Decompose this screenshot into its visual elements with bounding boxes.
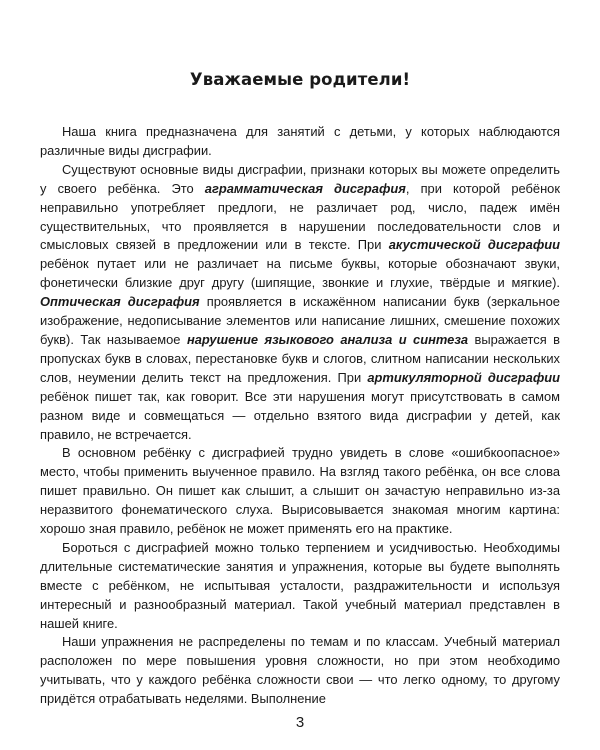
- text-run: ребёнок пишет так, как говорит. Все эти нарушения могут присутствовать в самом разном виде и совмещаться — отдельно взятого вида дисграфии у детей, как правило, не встречается.: [40, 388, 560, 442]
- text-run: проявляется в искажённом написании букв (зеркальное изображение, недописывание элементов или написание лишних, смешение похожих букв). Так называемое: [40, 294, 560, 347]
- paragraph: [40, 161, 560, 445]
- text-run: выражается в пропусках букв в словах, перестановке букв и слогов, слитном написании нескольких слов, неумении делить текст на предложения. При: [40, 331, 560, 385]
- text-run: Существуют основные виды дисграфии, признаки которых вы можете определить у своего ребёнка. Это: [40, 161, 560, 196]
- term-emphasis: нарушение языкового анализа и синтеза: [186, 331, 469, 347]
- paragraph: [40, 123, 560, 161]
- paragraph: [40, 633, 560, 709]
- paragraph: [40, 444, 560, 539]
- page-number: 3: [295, 714, 305, 731]
- text-run: В основном ребёнку с дисграфией трудно увидеть в слове «ошибкоопасное» место, чтобы применить выученное правило. На взгляд такого ребёнка, он все слова пишет правильно. Он пишет как слышит, а слышит он зачастую неправильно из-за неразвитого фонематического слуха. Вырисовывается знакомая многим картина: хорошо зная правило, ребёнок не может применять его на практике.: [40, 445, 560, 537]
- page-body: [40, 70, 560, 709]
- body-text: [40, 123, 560, 709]
- text-run: Наша книга предназначена для занятий с детьми, у которых наблюдаются различные виды дисграфии.: [40, 124, 560, 158]
- text-run: Бороться с дисграфией можно только терпением и усидчивостью. Необходимы длительные систематические занятия и упражнения, которые вы будете выполнять вместе с ребёнком, не испытывая усталости, раздражительности и используя интересный и разнообразный материал. Такой учебный материал представлен в нашей книге.: [40, 539, 560, 631]
- term-emphasis: аграмматическая дисграфия: [204, 180, 406, 196]
- term-emphasis: артикуляторной дисграфии: [367, 369, 560, 385]
- text-run: Наши упражнения не распределены по темам и по классам. Учебный материал расположен по мере повышения уровня сложности, но при этом необходимо учитывать, что у каждого ребёнка сложности свои — что легко одному, то другому придётся отрабатывать неделями. Выполнение: [40, 634, 560, 707]
- paragraph: [40, 539, 560, 634]
- page-title: Уважаемые родители!: [189, 70, 411, 89]
- text-run: , при которой ребёнок неправильно употребляет предлоги, не различает род, число, падеж имён существительных, что проявляется в нарушении последовательности слов и смысловых связей в предложении или в тексте. При: [40, 180, 560, 253]
- term-emphasis: акустической дисграфии: [388, 237, 561, 253]
- term-emphasis: Оптическая дисграфия: [40, 294, 200, 310]
- text-run: ребёнок путает или не различает на письме буквы, которые обозначают звуки, фонетически близкие друг другу (шипящие, звонкие и глухие, твёрдые и мягкие).: [40, 256, 560, 291]
